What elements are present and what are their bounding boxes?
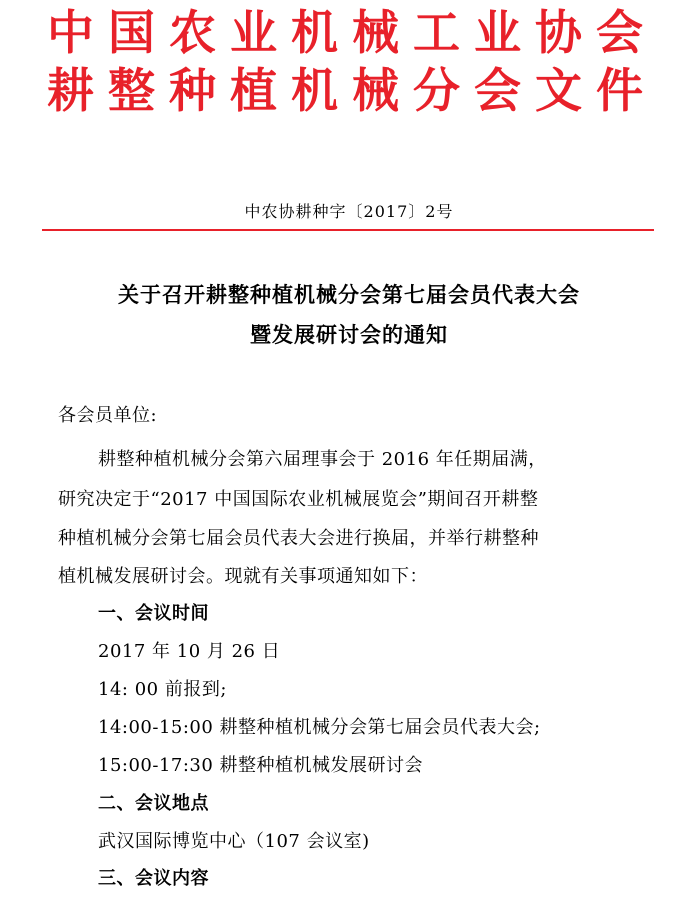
notice-title-line-1: 关于召开耕整种植机械分会第七届会员代表大会 xyxy=(118,283,580,307)
intro-paragraph-line: 种植机械分会第七届会员代表大会进行换届，并举行耕整种 xyxy=(58,528,539,549)
notice-title-line-2: 暨发展研讨会的通知 xyxy=(250,323,448,347)
section-2-line: 武汉国际博览中心（107 会议室) xyxy=(98,831,370,852)
intro-paragraph-line: 研究决定于“2017 中国国际农业机械展览会”期间召开耕整 xyxy=(58,489,539,510)
document-number: 中农协耕种字〔2017〕2号 xyxy=(244,202,454,221)
section-1-line: 2017 年 10 月 26 日 xyxy=(98,641,281,662)
issuer-header-line-1: 中国农业机械工业协会 xyxy=(47,6,657,61)
intro-paragraph-line: 植机械发展研讨会。现就有关事项通知如下： xyxy=(58,566,428,587)
section-2-heading: 二、会议地点 xyxy=(98,793,209,814)
section-3-heading: 三、会议内容 xyxy=(98,868,209,889)
salutation: 各会员单位: xyxy=(58,405,158,426)
section-1-line: 14: 00 前报到; xyxy=(98,679,227,700)
issuer-header-line-2: 耕整种植机械分会文件 xyxy=(47,64,657,119)
section-1-line: 14:00-15:00 耕整种植机械分会第七届会员代表大会; xyxy=(98,717,541,738)
section-1-line: 15:00-17:30 耕整种植机械发展研讨会 xyxy=(98,755,424,776)
red-divider-line xyxy=(42,229,654,231)
section-1-heading: 一、会议时间 xyxy=(98,603,209,624)
intro-paragraph-line: 耕整种植机械分会第六届理事会于 2016 年任期届满， xyxy=(98,449,547,470)
